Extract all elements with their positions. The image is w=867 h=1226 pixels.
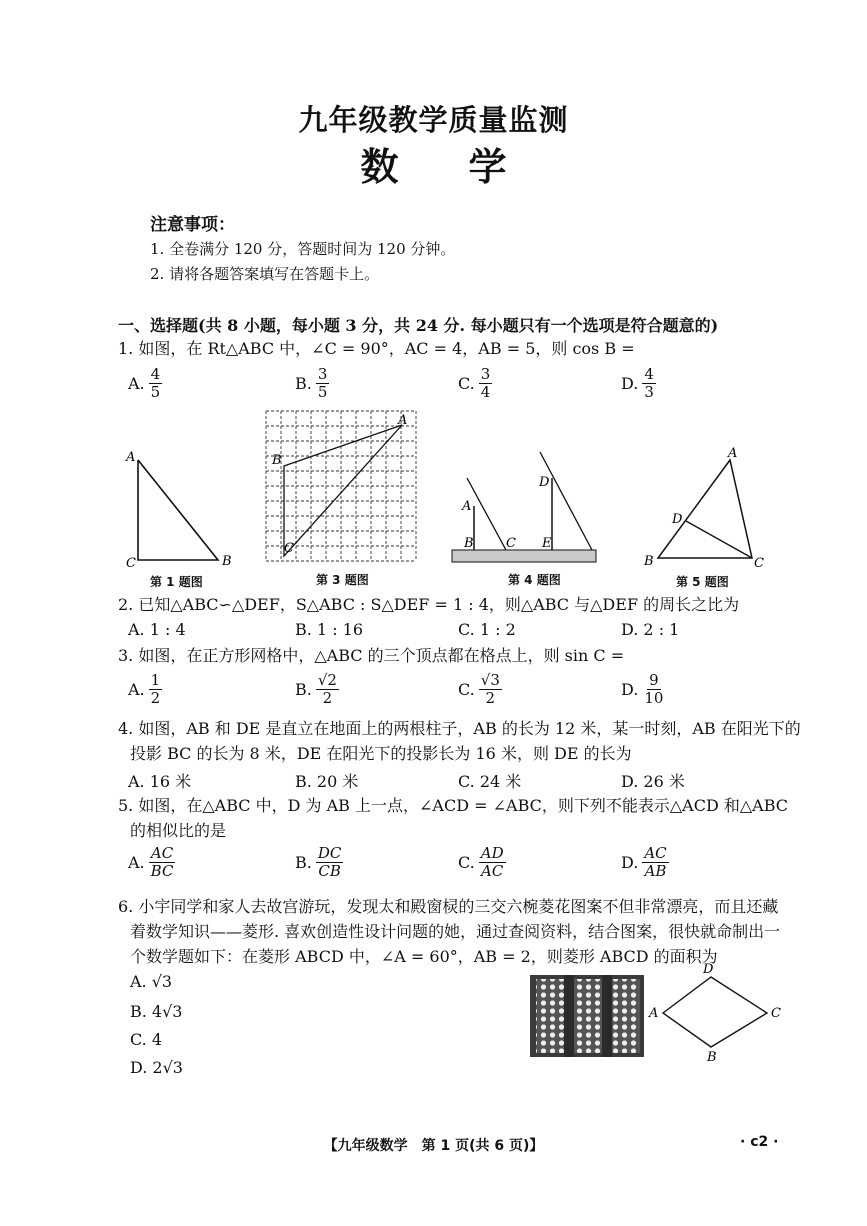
vertex-c-label: C [126, 556, 136, 571]
page-code: · c2 · [740, 1134, 779, 1150]
numerator: 9 [649, 671, 659, 689]
denominator: 5 [317, 383, 328, 401]
option-label: A. [128, 680, 145, 699]
lattice-panel [536, 979, 564, 1053]
q3-option-c[interactable] [458, 672, 502, 707]
numerator: AC [150, 844, 174, 862]
option-label: B. [295, 374, 312, 393]
subject-title: 数学 [360, 144, 577, 189]
label-b: B [464, 536, 474, 551]
vertex-c-label: C [284, 541, 294, 556]
question-4-stem-line1: 4. 如图，AB 和 DE 是直立在地面上的两根柱子，AB 的长为 12 米，某一时刻，AB 在阳光下的 [118, 719, 801, 738]
segment-dc [686, 521, 752, 558]
question-4-stem-line2: 投影 BC 的长为 8 米，DE 在阳光下的投影长为 16 米，则 DE 的长为 [130, 744, 632, 763]
label-d: D [539, 475, 550, 490]
q6-option-b[interactable]: B. 4√3 [130, 1002, 183, 1021]
figure-5-caption: 第 5 题图 [676, 575, 729, 589]
window-frame-bar [602, 975, 612, 1057]
question-5-stem-line2: 的相似比的是 [130, 821, 227, 840]
option-label: A. [128, 853, 145, 872]
q3-option-a[interactable] [128, 672, 162, 707]
q1-option-b[interactable] [295, 366, 329, 401]
vertex-b-label: B [707, 1050, 717, 1065]
vertex-b-label: B [222, 554, 232, 569]
option-label: D. [621, 374, 639, 393]
option-label: D. [621, 853, 639, 872]
vertex-a-label: A [398, 413, 408, 428]
q4-option-d[interactable]: D. 26 米 [621, 772, 685, 791]
denominator: 2 [150, 689, 161, 707]
option-label: B. [295, 680, 312, 699]
numerator: DC [317, 844, 342, 862]
numerator: 4 [644, 365, 654, 383]
label-a: A [462, 499, 472, 514]
numerator: AC [644, 844, 667, 862]
question-5-stem-line1: 5. 如图，在△ABC 中，D 为 AB 上一点，∠ACD = ∠ABC，则下列不能表示△ACD 和△ABC [118, 796, 789, 815]
question-2-stem: 2. 已知△ABC∽△DEF，S△ABC : S△DEF = 1 : 4，则△ABC 与△DEF 的周长之比为 [118, 595, 740, 614]
ground [452, 550, 596, 562]
numerator: √2 [317, 671, 337, 689]
q4-option-b[interactable]: B. 20 米 [295, 772, 359, 791]
denominator: BC [150, 862, 174, 880]
option-label: B. [295, 853, 312, 872]
q2-option-c[interactable]: C. 1 : 2 [458, 620, 516, 639]
q1-option-c[interactable] [458, 366, 492, 401]
figure-1-triangle [118, 445, 248, 570]
denominator: 10 [644, 689, 664, 707]
triangle-abc [138, 460, 218, 560]
denominator: AB [644, 862, 667, 880]
denominator: 2 [322, 689, 333, 707]
option-label: C. [458, 680, 475, 699]
vertex-c-label: C [771, 1006, 781, 1021]
question-6-stem-line3: 个数学题如下：在菱形 ABCD 中，∠A = 60°，AB = 2，则菱形 ABCD 的面积为 [130, 947, 718, 966]
rhombus-abcd [663, 977, 767, 1047]
numerator: AD [480, 844, 504, 862]
vertex-b-label: B [644, 554, 654, 569]
vertex-a-label: A [728, 446, 738, 461]
q6-option-d[interactable]: D. 2√3 [130, 1058, 183, 1077]
denominator: CB [318, 862, 341, 880]
vertex-d-label: D [703, 962, 714, 977]
note-item: 2. 请将各题答案填写在答题卡上。 [150, 265, 380, 283]
denominator: 3 [644, 383, 654, 401]
notes-title: 注意事项： [150, 215, 235, 235]
vertex-b-label: B [272, 453, 282, 468]
figure-1-caption: 第 1 题图 [150, 575, 203, 589]
lattice-panel [612, 979, 640, 1053]
vertex-c-label: C [754, 556, 764, 571]
page-footer: 【九年级数学 第 1 页(共 6 页)】 [323, 1138, 544, 1154]
figure-3-grid [262, 408, 412, 568]
q2-option-d[interactable]: D. 2 : 1 [621, 620, 680, 639]
figure-3-caption: 第 3 题图 [316, 573, 369, 587]
triangle-abc [284, 425, 402, 556]
q3-option-b[interactable] [295, 672, 339, 707]
point-d-label: D [672, 512, 683, 527]
section-title: 一、选择题(共 8 小题，每小题 3 分，共 24 分. 每小题只有一个选项是符合题意的) [118, 316, 719, 335]
q5-option-a[interactable] [128, 845, 175, 880]
figure-5-triangle [640, 445, 780, 575]
q5-option-c[interactable] [458, 845, 506, 880]
vertex-a-label: A [649, 1006, 659, 1021]
label-c: C [506, 536, 516, 551]
numerator: √3 [480, 671, 500, 689]
q4-option-a[interactable]: A. 16 米 [128, 772, 192, 791]
option-label: D. [621, 680, 639, 699]
q5-option-d[interactable] [621, 845, 669, 880]
denominator: 4 [480, 383, 491, 401]
q2-option-b[interactable]: B. 1 : 16 [295, 620, 364, 639]
note-item: 1. 全卷满分 120 分，答题时间为 120 分钟。 [150, 240, 456, 258]
window-frame-bar [564, 975, 574, 1057]
question-6-stem-line2: 着数学知识——菱形. 喜欢创造性设计问题的她，通过查阅资料，结合图案，很快就命制出一 [130, 922, 781, 941]
q1-option-a[interactable] [128, 366, 162, 401]
lattice-panel [574, 979, 602, 1053]
window-lattice-photo [530, 975, 644, 1057]
q6-option-a[interactable]: A. √3 [130, 972, 173, 991]
question-6-stem-line1: 6. 小宇同学和家人去故宫游玩，发现太和殿窗棂的三交六椀菱花图案不但非常漂亮，而且还藏 [118, 897, 779, 916]
denominator: AC [481, 862, 504, 880]
numerator: 1 [150, 671, 161, 689]
figure-6-rhombus [645, 962, 785, 1065]
q5-option-b[interactable] [295, 845, 343, 880]
question-3-stem: 3. 如图，在正方形网格中，△ABC 的三个顶点都在格点上，则 sin C = [118, 646, 625, 665]
numerator: 3 [317, 365, 328, 383]
triangle-abc [658, 460, 752, 558]
numerator: 4 [150, 365, 161, 383]
q2-option-a[interactable]: A. 1 : 4 [128, 620, 186, 639]
q4-option-c[interactable]: C. 24 米 [458, 772, 522, 791]
vertex-a-label: A [126, 450, 136, 465]
option-label: A. [128, 374, 145, 393]
figure-4-caption: 第 4 题图 [508, 573, 561, 587]
denominator: 2 [485, 689, 496, 707]
question-1-stem: 1. 如图，在 Rt△ABC 中，∠C = 90°，AC = 4，AB = 5，则 cos B = [118, 339, 635, 358]
numerator: 3 [480, 365, 491, 383]
q6-option-c[interactable]: C. 4 [130, 1030, 163, 1049]
exam-title: 九年级教学质量监测 [298, 103, 569, 137]
figure-4-pillars [448, 448, 608, 573]
label-e: E [542, 536, 552, 551]
q1-option-d[interactable] [621, 366, 656, 401]
q3-option-d[interactable] [621, 672, 665, 707]
option-label: C. [458, 374, 475, 393]
denominator: 5 [150, 383, 161, 401]
option-label: C. [458, 853, 475, 872]
